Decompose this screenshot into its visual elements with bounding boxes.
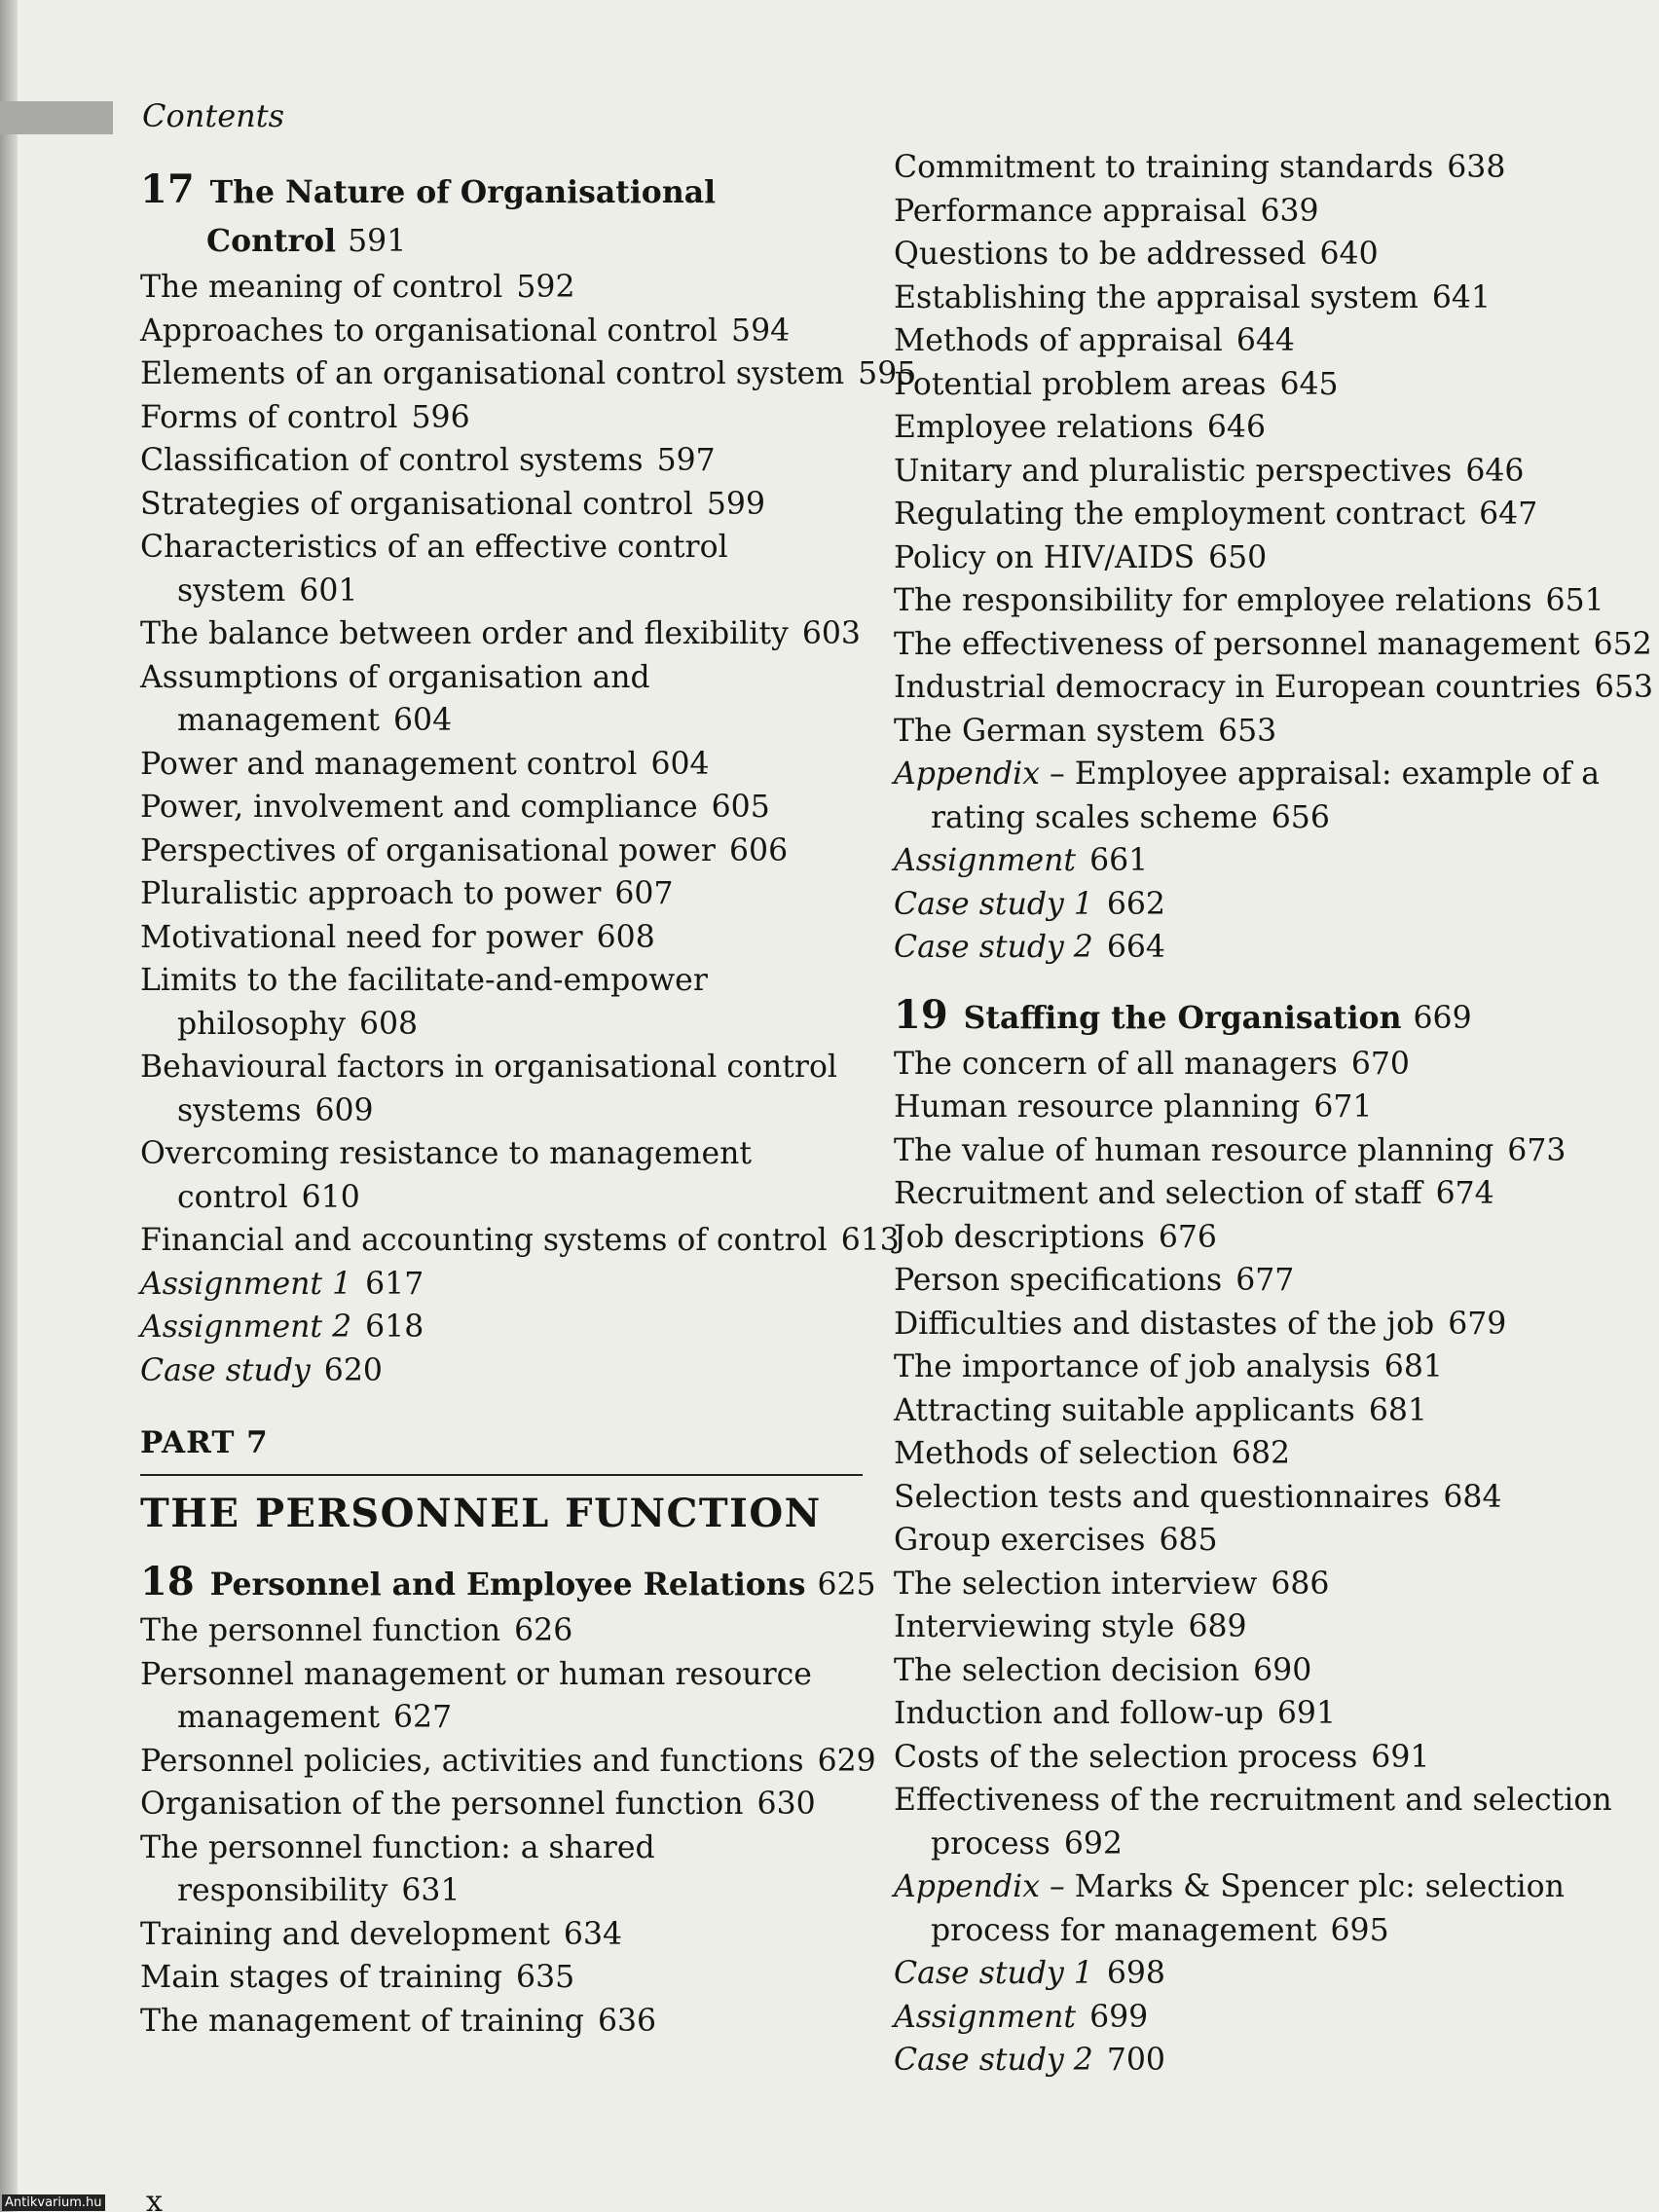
- toc-entry-page: 606: [729, 832, 789, 868]
- toc-entry: [894, 363, 1653, 407]
- toc-entry-label: Person specifications: [894, 1263, 1223, 1298]
- toc-entry: [894, 710, 1653, 754]
- toc-entry-page: 604: [650, 746, 710, 782]
- toc-entry: [894, 493, 1653, 536]
- toc-entry-page: 594: [731, 313, 791, 349]
- toc-entry: [140, 872, 880, 916]
- toc-entry-page: 608: [358, 1006, 419, 1042]
- toc-entry-label: The responsibility for employee relations: [894, 583, 1532, 618]
- toc-entry: [140, 959, 880, 1046]
- toc-entry: [140, 1956, 880, 2000]
- toc-entry: [894, 1086, 1653, 1129]
- toc-entry: [140, 612, 880, 656]
- toc-entry-label: The value of human resource planning: [894, 1132, 1494, 1168]
- chapter-title-line2: Control: [206, 223, 337, 259]
- toc-entry-prefix: Appendix: [894, 756, 1041, 792]
- toc-entry-page: 634: [563, 1916, 623, 1952]
- toc-entry: [140, 916, 880, 960]
- toc-entry-label: Strategies of organisational control: [140, 486, 693, 522]
- toc-entry-label: Methods of selection: [894, 1436, 1218, 1471]
- toc-entry: [894, 1346, 1653, 1389]
- toc-entry: [894, 623, 1653, 667]
- toc-entry-label: Potential problem areas: [894, 366, 1267, 402]
- toc-entry-page: 681: [1368, 1392, 1427, 1428]
- toc-entry-page: 641: [1431, 279, 1491, 315]
- chapter-19-entries: [894, 1043, 1653, 2083]
- toc-entry-page: 653: [1218, 713, 1277, 749]
- toc-entry-label: Employee relations: [894, 410, 1194, 445]
- toc-entry-label: Personnel management or human resource: [140, 1656, 812, 1692]
- toc-entry-label: Methods of appraisal: [894, 323, 1223, 358]
- toc-entry-page: 646: [1206, 410, 1266, 445]
- toc-entry-page: 620: [323, 1352, 383, 1388]
- toc-entry-page: 676: [1158, 1219, 1217, 1255]
- toc-entry-label: Power and management control: [140, 746, 638, 782]
- toc-entry: [140, 1826, 880, 1913]
- toc-entry-page: 651: [1545, 583, 1604, 618]
- toc-entry-page: 653: [1594, 670, 1654, 705]
- toc-entry-page: 671: [1313, 1089, 1373, 1124]
- toc-entry-label: The personnel function: [140, 1613, 501, 1648]
- chapter-page: 625: [817, 1567, 876, 1603]
- toc-entry-continuation: rating scales scheme: [931, 799, 1258, 835]
- toc-entry: [894, 536, 1653, 580]
- toc-entry-page: 595: [858, 356, 917, 391]
- chapter-18-entries: [140, 1609, 880, 2043]
- toc-entry-label: Case study 2: [894, 930, 1093, 965]
- toc-entry-label: Assignment: [894, 1999, 1077, 2035]
- toc-entry-page: 691: [1276, 1696, 1336, 1731]
- toc-entry-continuation: system: [177, 572, 286, 608]
- toc-entry-page: 607: [614, 876, 674, 911]
- chapter-page: 669: [1413, 1000, 1472, 1036]
- toc-entry: [140, 1349, 880, 1393]
- toc-entry: [140, 1740, 880, 1784]
- toc-entry: [140, 396, 880, 440]
- toc-entry: [140, 1046, 880, 1132]
- toc-entry-label: Overcoming resistance to management: [140, 1136, 753, 1171]
- toc-entry: [894, 1172, 1653, 1216]
- toc-entry-label: Forms of control: [140, 399, 398, 435]
- left-column: [140, 166, 917, 2043]
- toc-entry-label: – Marks & Spencer plc: selection: [1040, 1869, 1565, 1904]
- toc-entry-label: Approaches to organisational control: [140, 313, 719, 349]
- toc-entry-label: The concern of all managers: [894, 1046, 1338, 1082]
- toc-entry: [894, 233, 1653, 276]
- toc-entry-label: Questions to be addressed: [894, 237, 1307, 272]
- toc-entry-label: Perspectives of organisational power: [140, 832, 716, 868]
- toc-entry: [140, 439, 880, 483]
- toc-entry-page: 608: [596, 919, 655, 955]
- toc-entry-page: 597: [656, 443, 716, 478]
- toc-entry-label: Limits to the facilitate-and-empower: [140, 963, 708, 998]
- toc-entry-label: Assignment 2: [140, 1309, 352, 1345]
- toc-entry-label: Pluralistic approach to power: [140, 876, 602, 911]
- toc-entry-label: Attracting suitable applicants: [894, 1392, 1355, 1428]
- toc-entry-label: Classification of control systems: [140, 443, 644, 478]
- toc-entry-label: The management of training: [140, 2003, 584, 2039]
- toc-entry-page: 618: [365, 1309, 424, 1345]
- chapter-18-heading: [140, 1558, 880, 1609]
- toc-entry: [140, 2000, 880, 2044]
- toc-entry: [140, 526, 880, 612]
- toc-entry-label: Regulating the employment contract: [894, 497, 1466, 532]
- toc-entry-label: Organisation of the personnel function: [140, 1787, 744, 1822]
- toc-entry: [894, 146, 1653, 190]
- toc-entry-page: 673: [1507, 1132, 1567, 1168]
- toc-entry: [894, 1432, 1653, 1476]
- toc-entry-page: 670: [1350, 1046, 1410, 1082]
- toc-entry: [894, 319, 1653, 363]
- toc-entry-page: 627: [392, 1700, 453, 1735]
- toc-entry: [140, 1306, 880, 1349]
- toc-entry-page: 664: [1106, 930, 1165, 965]
- toc-entry-label: Selection tests and questionnaires: [894, 1479, 1430, 1515]
- toc-entry: [894, 1216, 1653, 1260]
- toc-entry-page: 635: [516, 1960, 575, 1995]
- toc-entry: [140, 483, 880, 527]
- toc-entry-label: Establishing the appraisal system: [894, 279, 1419, 315]
- page-number: x: [146, 2185, 163, 2212]
- toc-entry: [894, 883, 1653, 927]
- toc-entry: [140, 1132, 880, 1219]
- toc-entry: [894, 1865, 1653, 1952]
- toc-entry-page: 682: [1231, 1436, 1291, 1471]
- toc-entry-page: 617: [365, 1266, 424, 1302]
- chapter-title: Staffing the Organisation: [963, 999, 1402, 1036]
- part-divider: [140, 1474, 863, 1476]
- toc-entry-label: The personnel function: a shared: [140, 1829, 655, 1865]
- toc-entry: [894, 406, 1653, 450]
- toc-entry-page: 592: [516, 270, 575, 305]
- toc-entry-label: Characteristics of an effective control: [140, 530, 728, 565]
- chapter-page: 591: [348, 224, 407, 259]
- part-label: PART 7: [140, 1425, 269, 1460]
- toc-entry-page: 644: [1235, 323, 1295, 358]
- toc-entry-label: Performance appraisal: [894, 193, 1247, 229]
- page-edge-shadow: [0, 0, 18, 2212]
- toc-entry: [894, 1605, 1653, 1649]
- toc-entry: [894, 450, 1653, 494]
- toc-entry-label: Training and development: [140, 1916, 550, 1952]
- toc-entry-label: Motivational need for power: [140, 919, 583, 955]
- toc-entry-page: 700: [1106, 2043, 1165, 2078]
- toc-entry: [894, 1389, 1653, 1433]
- chapter-17-heading: [140, 166, 880, 266]
- toc-entry: [894, 753, 1653, 839]
- toc-entry-page: 690: [1253, 1652, 1312, 1688]
- toc-entry-label: Policy on HIV/AIDS: [894, 539, 1196, 575]
- toc-entry-page: 613: [840, 1223, 900, 1258]
- toc-entry-page: 639: [1260, 193, 1319, 229]
- toc-entry-page: 596: [411, 399, 470, 435]
- toc-entry-page: 647: [1479, 497, 1538, 532]
- toc-entry: [894, 1563, 1653, 1606]
- toc-entry-page: 686: [1271, 1566, 1330, 1602]
- toc-entry-continuation: process for management: [931, 1912, 1317, 1948]
- toc-entry-label: The German system: [894, 713, 1205, 749]
- toc-entry: [894, 579, 1653, 623]
- toc-entry-page: 689: [1188, 1609, 1247, 1644]
- watermark: Antikvarium.hu: [2, 2194, 105, 2211]
- toc-entry-label: Main stages of training: [140, 1960, 503, 1995]
- toc-entry-label: Case study: [140, 1352, 311, 1388]
- toc-entry: [894, 839, 1653, 883]
- toc-entry-label: Personnel policies, activities and functions: [140, 1743, 804, 1779]
- toc-entry-label: The effectiveness of personnel management: [894, 626, 1580, 662]
- toc-entry: [894, 1129, 1653, 1173]
- toc-entry-page: 681: [1383, 1349, 1443, 1384]
- chapter-number: 18: [140, 1559, 195, 1604]
- toc-entry-label: The importance of job analysis: [894, 1349, 1371, 1384]
- toc-entry-label: The meaning of control: [140, 270, 503, 305]
- toc-entry-label: Assumptions of organisation and: [140, 659, 650, 695]
- toc-entry-page: 656: [1271, 799, 1330, 835]
- toc-entry: [140, 266, 880, 310]
- toc-entry: [140, 830, 880, 873]
- toc-entry-page: 677: [1235, 1263, 1295, 1298]
- toc-entry-label: Interviewing style: [894, 1609, 1175, 1644]
- toc-entry-page: 662: [1106, 886, 1165, 922]
- toc-entry-label: Commitment to training standards: [894, 150, 1434, 185]
- toc-entry-page: 691: [1371, 1739, 1430, 1775]
- toc-entry: [140, 1609, 880, 1653]
- toc-entry: [894, 1476, 1653, 1520]
- toc-entry: [894, 276, 1653, 320]
- toc-entry-continuation: philosophy: [177, 1006, 346, 1042]
- toc-entry-page: 610: [301, 1179, 360, 1215]
- toc-entry: [140, 656, 880, 743]
- toc-entry-label: Difficulties and distastes of the job: [894, 1306, 1435, 1342]
- toc-entry-label: Human resource planning: [894, 1089, 1301, 1124]
- toc-entry: [894, 1259, 1653, 1303]
- toc-entry-prefix: Appendix: [894, 1869, 1041, 1904]
- toc-entry-label: Behavioural factors in organisational control: [140, 1050, 837, 1085]
- toc-entry: [894, 1692, 1653, 1736]
- chapter-title: Personnel and Employee Relations: [209, 1567, 806, 1603]
- toc-entry: [140, 1219, 900, 1263]
- toc-entry-page: 692: [1063, 1825, 1123, 1862]
- toc-entry-page: 650: [1208, 539, 1268, 575]
- toc-entry: [140, 1783, 880, 1826]
- toc-entry-page: 599: [706, 486, 765, 522]
- toc-entry: [894, 1952, 1653, 1996]
- toc-entry-page: 661: [1089, 843, 1149, 878]
- toc-entry-page: 695: [1330, 1912, 1389, 1948]
- toc-entry-page: 629: [817, 1743, 876, 1779]
- toc-entry: [894, 1779, 1653, 1865]
- toc-entry-page: 699: [1089, 1999, 1149, 2035]
- toc-entry-page: 626: [514, 1613, 573, 1648]
- chapter-19-heading: [894, 991, 1653, 1043]
- toc-entry: [894, 926, 1653, 970]
- toc-entry-page: 685: [1159, 1523, 1218, 1558]
- toc-entry-page: 636: [597, 2003, 657, 2039]
- toc-entry-page: 640: [1319, 237, 1379, 272]
- toc-entry-label: Assignment: [894, 843, 1077, 878]
- toc-entry-label: Induction and follow-up: [894, 1696, 1264, 1731]
- toc-entry: [894, 1649, 1653, 1693]
- toc-entry-label: Elements of an organisational control system: [140, 356, 845, 391]
- toc-entry-page: 603: [801, 616, 861, 651]
- toc-entry: [140, 743, 880, 787]
- chapter-title-line1: The Nature of Organisational: [209, 174, 717, 210]
- toc-entry-label: Costs of the selection process: [894, 1739, 1358, 1775]
- toc-entry-label: Case study 2: [894, 2043, 1093, 2078]
- toc-entry-page: 645: [1279, 366, 1339, 402]
- toc-entry-label: The selection decision: [894, 1652, 1240, 1688]
- toc-entry: [140, 1263, 880, 1307]
- toc-entry-page: 652: [1593, 626, 1652, 662]
- toc-entry-label: Case study 1: [894, 886, 1093, 922]
- toc-entry-page: 698: [1106, 1956, 1165, 1991]
- toc-entry-label: Industrial democracy in European countries: [894, 670, 1581, 705]
- toc-entry: [140, 352, 917, 396]
- toc-entry: [894, 1736, 1653, 1780]
- toc-entry-page: 679: [1448, 1306, 1507, 1342]
- toc-entry: [140, 1653, 880, 1740]
- toc-entry-page: 605: [711, 790, 770, 825]
- toc-entry-page: 604: [392, 703, 453, 738]
- toc-entry: [140, 1913, 880, 1957]
- toc-entry-continuation: control: [177, 1179, 288, 1215]
- toc-entry-page: 638: [1447, 150, 1506, 185]
- toc-entry: [894, 666, 1653, 710]
- toc-entry-label: Case study 1: [894, 1956, 1093, 1991]
- toc-entry-label: Recruitment and selection of staff: [894, 1176, 1422, 1211]
- header-tab-marker: [0, 101, 113, 134]
- toc-entry-label: Assignment 1: [140, 1266, 352, 1302]
- toc-entry-page: 601: [299, 572, 358, 608]
- toc-entry: [894, 2039, 1653, 2083]
- chapter-number: 17: [140, 166, 195, 212]
- right-column: [894, 146, 1653, 2083]
- toc-entry-page: 631: [401, 1873, 461, 1908]
- toc-entry-continuation: process: [931, 1825, 1051, 1862]
- toc-entry-page: 646: [1465, 453, 1525, 489]
- toc-entry-page: 609: [314, 1092, 374, 1128]
- chapter-17-entries: [140, 266, 917, 1392]
- toc-entry-page: 630: [756, 1787, 816, 1822]
- chapter-number: 19: [894, 991, 948, 1038]
- toc-entry-page: 674: [1435, 1176, 1494, 1211]
- toc-entry: [894, 1303, 1653, 1346]
- part-title: THE PERSONNEL FUNCTION: [140, 1491, 822, 1536]
- toc-entry: [894, 1043, 1653, 1087]
- toc-entry-continuation: responsibility: [177, 1873, 388, 1908]
- toc-entry-page: 684: [1443, 1479, 1502, 1515]
- toc-entry-label: Group exercises: [894, 1523, 1146, 1558]
- chapter-18-entries-continued: [894, 146, 1653, 970]
- toc-entry: [140, 310, 880, 353]
- toc-entry: [894, 190, 1653, 234]
- toc-entry: [140, 786, 880, 830]
- toc-entry-label: The selection interview: [894, 1566, 1258, 1602]
- toc-entry-label: – Employee appraisal: example of a: [1040, 756, 1600, 792]
- toc-entry: [894, 1519, 1653, 1563]
- toc-entry-label: Effectiveness of the recruitment and selection: [894, 1783, 1612, 1818]
- toc-entry-label: Job descriptions: [894, 1219, 1145, 1255]
- toc-entry-label: Unitary and pluralistic perspectives: [894, 453, 1453, 489]
- toc-entry: [894, 1996, 1653, 2040]
- toc-entry-label: Financial and accounting systems of control: [140, 1223, 828, 1258]
- running-header: Contents: [142, 97, 285, 134]
- toc-entry-label: The balance between order and flexibility: [140, 616, 789, 651]
- toc-entry-label: Power, involvement and compliance: [140, 790, 698, 825]
- toc-entry-continuation: systems: [177, 1092, 302, 1128]
- toc-entry-continuation: management: [177, 703, 380, 738]
- toc-entry-continuation: management: [177, 1700, 380, 1735]
